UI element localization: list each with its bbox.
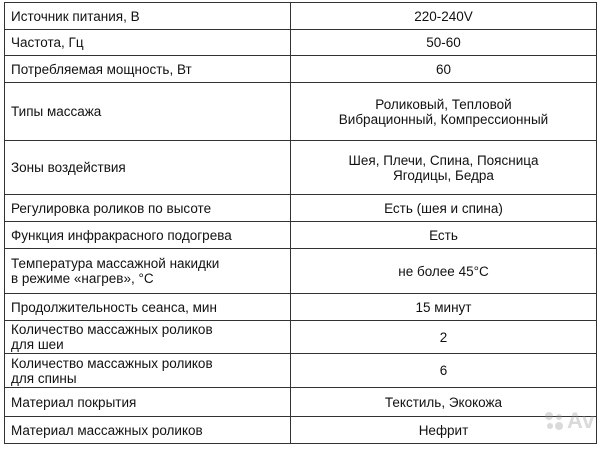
- spec-label-frequency: Частота, Гц: [5, 30, 291, 56]
- spec-value-session-duration: 15 минут: [291, 294, 597, 321]
- table-row: [5, 83, 597, 141]
- table-row: [5, 388, 597, 417]
- spec-value-line: Роликовый, Тепловой: [375, 96, 512, 112]
- specifications-table: [4, 2, 597, 444]
- table-row: [5, 354, 597, 388]
- table-row: [5, 417, 597, 444]
- spec-label-line: Температура массажной накидки: [11, 256, 220, 271]
- watermark-text: Av: [567, 408, 595, 433]
- spec-label-line: Количество массажных роликов: [11, 355, 213, 371]
- spec-label-massage-types: Типы массажа: [5, 83, 291, 141]
- spec-value-massage-types: [291, 83, 597, 141]
- spec-value-power-source: 220-240V: [291, 3, 597, 30]
- spec-value-power-consumption: 60: [291, 56, 597, 83]
- spec-value-neck-rollers: 2: [291, 321, 597, 354]
- spec-label-power-consumption: Потребляемая мощность, Вт: [5, 56, 291, 83]
- spec-label-line: для шеи: [11, 337, 64, 352]
- spec-value-line: Шея, Плечи, Спина, Поясница: [348, 152, 539, 168]
- spec-label-temperature: [5, 249, 291, 294]
- spec-value-line: Вибрационный, Компрессионный: [338, 111, 549, 127]
- table-row: [5, 3, 597, 30]
- spec-label-line: Количество массажных роликов: [11, 322, 213, 337]
- avito-watermark: [537, 404, 597, 440]
- table-row: [5, 56, 597, 83]
- table-row: [5, 294, 597, 321]
- spec-label-session-duration: Продолжительность сеанса, мин: [5, 294, 291, 321]
- watermark-dots-icon: [543, 410, 565, 432]
- table-row: [5, 249, 597, 294]
- spec-value-infrared: Есть: [291, 222, 597, 249]
- table-row: [5, 141, 597, 195]
- table-row: [5, 321, 597, 354]
- spec-label-neck-rollers: [5, 321, 291, 354]
- spec-label-line: в режиме «нагрев», °С: [11, 271, 154, 286]
- spec-value-roller-material: Нефрит: [291, 417, 597, 444]
- spec-label-infrared: Функция инфракрасного подогрева: [5, 222, 291, 249]
- spec-label-power-source: Источник питания, В: [5, 3, 291, 30]
- spec-value-back-rollers: 6: [291, 354, 597, 388]
- spec-label-back-rollers: [5, 354, 291, 388]
- spec-label-roller-height: Регулировка роликов по высоте: [5, 195, 291, 222]
- spec-label-cover-material: Материал покрытия: [5, 388, 291, 417]
- spec-value-line: Ягодицы, Бедра: [393, 167, 494, 183]
- table-row: [5, 222, 597, 249]
- spec-value-temperature: не более 45°С: [291, 249, 597, 294]
- spec-value-cover-material: Текстиль, Экокожа: [291, 388, 597, 417]
- spec-label-line: для спины: [11, 370, 77, 386]
- table-row: [5, 30, 597, 56]
- spec-value-zones: [291, 141, 597, 195]
- table-row: [5, 195, 597, 222]
- spec-label-zones: Зоны воздействия: [5, 141, 291, 195]
- spec-value-roller-height: Есть (шея и спина): [291, 195, 597, 222]
- spec-label-roller-material: Материал массажных роликов: [5, 417, 291, 444]
- spec-value-frequency: 50-60: [291, 30, 597, 56]
